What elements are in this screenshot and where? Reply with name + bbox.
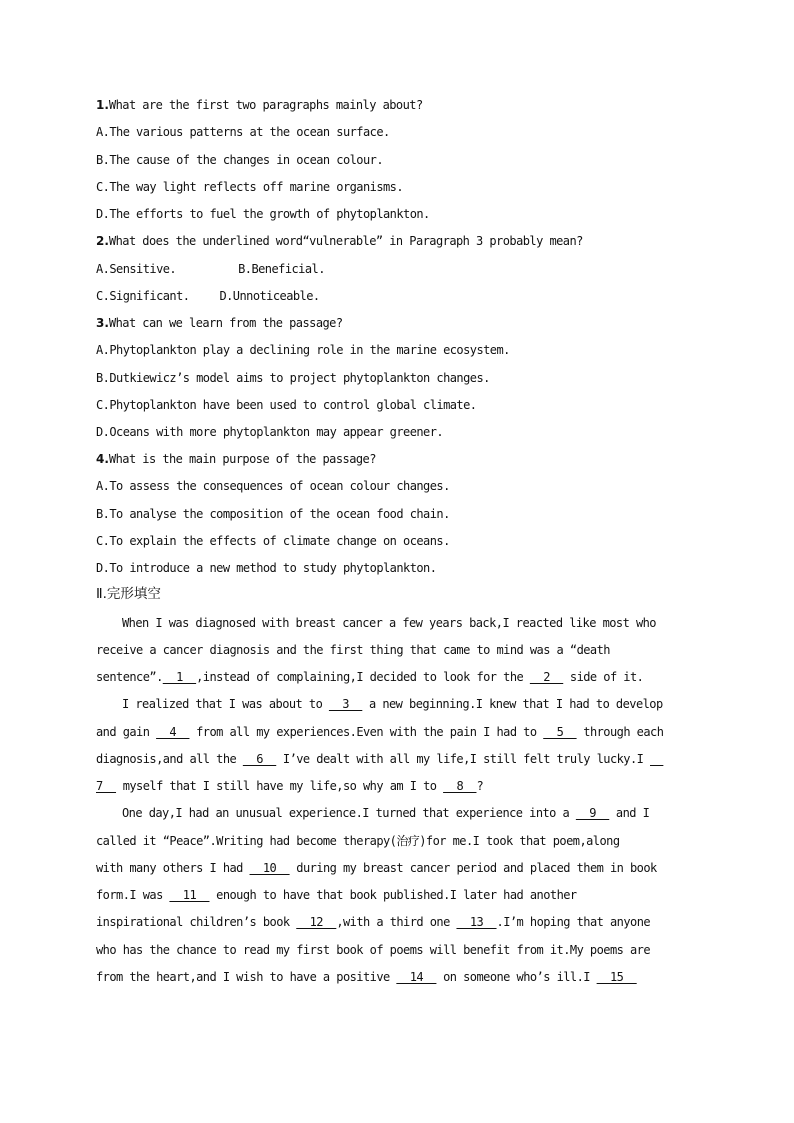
question-1-stem: 1.What are the first two paragraphs mainly about?: [96, 98, 423, 112]
blank-10: 10: [249, 861, 290, 875]
blank-7-start: [650, 752, 663, 766]
question-number: 2.: [96, 234, 109, 248]
blank-5: 5: [543, 725, 577, 739]
blank-2: 2: [529, 670, 564, 684]
question-1-option-d: D.The efforts to fuel the growth of phytoplankton.: [96, 207, 430, 221]
question-3-option-d: D.Oceans with more phytoplankton may appear greener.: [96, 425, 444, 439]
passage-line: I realized that I was about to 3 a new beginning.I knew that I had to develop: [122, 697, 663, 711]
question-3-option-a: A.Phytoplankton play a declining role in the marine ecosystem.: [96, 343, 510, 357]
passage-line: 7 myself that I still have my life,so why am I to 8 ?: [96, 779, 484, 793]
passage-line: One day,I had an unusual experience.I turned that experience into a 9 and I: [122, 806, 650, 820]
question-1-option-b: B.The cause of the changes in ocean colour.: [96, 153, 384, 167]
blank-11: 11: [169, 888, 210, 902]
passage-line: sentence”. 1 ,instead of complaining,I decided to look for the 2 side of it.: [96, 670, 644, 684]
passage-line: and gain 4 from all my experiences.Even with the pain I had to 5 through each: [96, 725, 664, 739]
passage-line: receive a cancer diagnosis and the first thing that came to mind was a “death: [96, 643, 610, 657]
blank-15: 15: [596, 970, 637, 984]
blank-13: 13: [456, 915, 497, 929]
question-4-option-b: B.To analyse the composition of the ocean food chain.: [96, 507, 450, 521]
passage-line: from the heart,and I wish to have a positive 14 on someone who’s ill.I 15: [96, 970, 637, 984]
passage-line: who has the chance to read my first book of poems will benefit from it.My poems are: [96, 943, 650, 957]
question-3-option-b: B.Dutkiewicz’s model aims to project phytoplankton changes.: [96, 371, 490, 385]
question-4-stem: 4.What is the main purpose of the passage?: [96, 452, 376, 466]
question-3-stem: 3.What can we learn from the passage?: [96, 316, 343, 330]
question-number: 4.: [96, 452, 109, 466]
blank-6: 6: [242, 752, 277, 766]
blank-8: 8: [443, 779, 477, 793]
blank-9: 9: [575, 806, 610, 820]
passage-line: When I was diagnosed with breast cancer a few years back,I reacted like most who: [122, 616, 656, 630]
question-number: 1.: [96, 98, 109, 112]
blank-12: 12: [296, 915, 337, 929]
question-2-option-d: D.Unnoticeable.: [219, 289, 320, 303]
question-2-options-ab: [96, 261, 325, 277]
blank-7: 7: [96, 779, 117, 793]
question-2-option-c: C.Significant.: [96, 289, 190, 303]
question-2-option-b: B.Beneficial.: [238, 262, 325, 276]
question-1-option-a: A.The various patterns at the ocean surface.: [96, 125, 390, 139]
question-4-option-d: D.To introduce a new method to study phytoplankton.: [96, 561, 437, 575]
passage-line: diagnosis,and all the 6 I’ve dealt with all my life,I still felt truly lucky.I: [96, 751, 663, 767]
passage-line: with many others I had 10 during my breast cancer period and placed them in book: [96, 861, 657, 875]
passage-line: inspirational children’s book 12 ,with a third one 13 .I’m hoping that anyone: [96, 915, 651, 929]
question-1-option-c: C.The way light reflects off marine organisms.: [96, 180, 404, 194]
passage-line: form.I was 11 enough to have that book published.I later had another: [96, 888, 577, 902]
question-4-option-a: A.To assess the consequences of ocean colour changes.: [96, 479, 450, 493]
blank-3: 3: [328, 697, 363, 711]
question-number: 3.: [96, 316, 109, 330]
blank-1: 1: [162, 670, 197, 684]
question-2-stem: 2.What does the underlined word“vulnerable” in Paragraph 3 probably mean?: [96, 234, 583, 248]
question-4-option-c: C.To explain the effects of climate change on oceans.: [96, 534, 450, 548]
passage-line: called it “Peace”.Writing had become therapy(治疗)for me.I took that poem,along: [96, 834, 620, 848]
question-3-option-c: C.Phytoplankton have been used to control global climate.: [96, 398, 477, 412]
blank-14: 14: [396, 970, 437, 984]
section-heading: Ⅱ.完形填空: [96, 586, 161, 602]
question-2-options-cd: [96, 288, 320, 304]
question-2-option-a: A.Sensitive.: [96, 262, 177, 276]
blank-4: 4: [156, 725, 190, 739]
